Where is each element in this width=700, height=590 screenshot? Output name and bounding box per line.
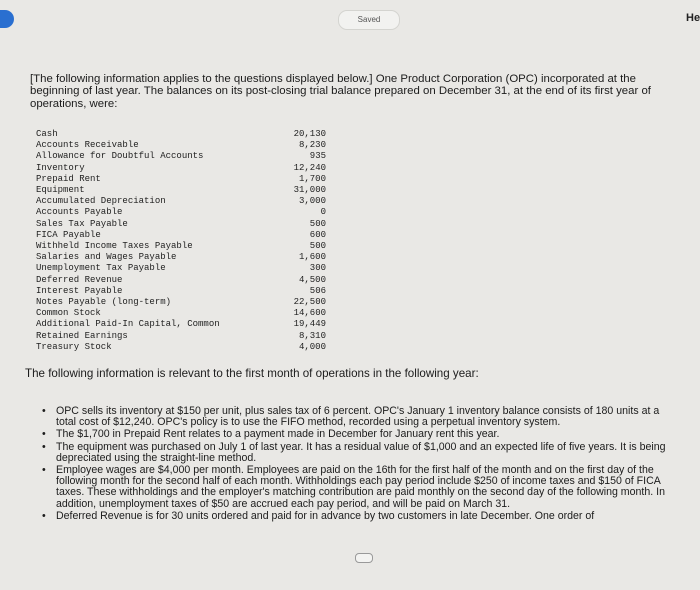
bullet-icon: • — [42, 428, 46, 441]
account-amount: 1,700 — [298, 173, 326, 184]
info-item-text: OPC sells its inventory at $150 per unit, plus sales tax of 6 percent. OPC's January 1 inventory balance consists of 180 units at a total cost of $12,240. OPC's policy is to use the FIFO method, recorded using a perpetual inventory system. — [56, 405, 660, 429]
account-name: Retained Earnings — [36, 330, 128, 341]
top-bar — [0, 0, 700, 40]
balance-row — [36, 342, 326, 353]
account-name: Interest Payable — [36, 285, 123, 296]
back-arrow-icon[interactable] — [0, 10, 14, 28]
info-heading: The following information is relevant to the first month of operations in the following year: — [25, 367, 479, 380]
info-item-text: Deferred Revenue is for 30 units ordered and paid for in advance by two customers in late December. One order of — [56, 509, 595, 522]
account-amount: 4,500 — [298, 274, 326, 285]
scroll-fade — [0, 556, 700, 590]
info-item — [41, 406, 669, 428]
balance-row — [36, 196, 326, 207]
bullet-icon: • — [42, 509, 46, 522]
help-link[interactable]: He — [686, 12, 700, 24]
account-amount: 12,240 — [293, 162, 326, 173]
balance-row — [36, 140, 326, 151]
account-amount: 8,310 — [298, 330, 326, 341]
info-item-text: The $1,700 in Prepaid Rent relates to a payment made in December for January rent this year. — [56, 428, 500, 441]
balance-row — [36, 275, 326, 286]
info-item-text: The equipment was purchased on July 1 of last year. It has a residual value of $1,000 and an expected life of five years. It is being depreciated using the straight-line method. — [56, 440, 666, 464]
account-name: Treasury Stock — [36, 341, 112, 352]
account-name: Withheld Income Taxes Payable — [36, 241, 193, 252]
info-list — [41, 406, 669, 523]
intro-paragraph: [The following information applies to the questions displayed below.] One Product Corporation (OPC) incorporated at the beginning of last year. The balances on its post-closing trial balance prepared on December 31, at the end of its first year of operations, were: — [30, 73, 651, 110]
account-name: Equipment — [36, 185, 85, 196]
account-amount: 4,000 — [298, 341, 326, 352]
balance-row — [36, 286, 326, 297]
balance-row — [36, 263, 326, 274]
account-name: Notes Payable (long-term) — [36, 297, 172, 308]
info-item — [41, 465, 669, 510]
info-item-text: Employee wages are $4,000 per month. Employees are paid on the 16th for the first half of the month and on the first day of the following month for the second half of each month. Withholdings each pay period include $250 of income taxes and $150 of FICA taxes. These withholdings and the employer's matching contribution are paid monthly on the second day of the following month. In addition, unemployment taxes of $50 are accrued each pay period, and will be paid on March 31. — [56, 464, 665, 510]
account-amount: 8,230 — [298, 140, 326, 151]
balance-row — [36, 230, 326, 241]
balance-row — [36, 331, 326, 342]
account-amount: 300 — [309, 263, 326, 274]
bullet-icon: • — [42, 440, 46, 453]
account-name: Accounts Payable — [36, 207, 123, 218]
balance-row — [36, 174, 326, 185]
account-name: Allowance for Doubtful Accounts — [36, 151, 204, 162]
balance-row — [36, 319, 326, 330]
account-amount: 31,000 — [293, 185, 326, 196]
account-amount: 600 — [309, 229, 326, 240]
balance-row — [36, 163, 326, 174]
info-item — [41, 429, 669, 440]
account-name: FICA Payable — [36, 229, 101, 240]
balance-row — [36, 219, 326, 230]
account-name: Salaries and Wages Payable — [36, 252, 177, 263]
account-amount: 14,600 — [293, 308, 326, 319]
bullet-icon: • — [42, 464, 46, 477]
account-name: Cash — [36, 129, 58, 139]
account-amount: 3,000 — [298, 196, 326, 207]
balance-row — [36, 185, 326, 196]
account-name: Accumulated Depreciation — [36, 196, 166, 207]
account-name: Deferred Revenue — [36, 274, 123, 285]
account-amount: 20,130 — [293, 129, 326, 139]
balance-row — [36, 252, 326, 263]
balance-row — [36, 151, 326, 162]
trial-balance-table — [36, 129, 326, 353]
account-name: Additional Paid-In Capital, Common — [36, 319, 220, 330]
account-name: Sales Tax Payable — [36, 218, 128, 229]
balance-row — [36, 207, 326, 218]
account-name: Unemployment Tax Payable — [36, 263, 166, 274]
account-amount: 500 — [309, 241, 326, 252]
account-name: Inventory — [36, 162, 85, 173]
page-handle-icon[interactable] — [355, 553, 373, 563]
account-name: Prepaid Rent — [36, 173, 101, 184]
account-name: Accounts Receivable — [36, 140, 139, 151]
balance-row — [36, 241, 326, 252]
account-amount: 22,500 — [293, 297, 326, 308]
info-item — [41, 442, 669, 464]
saved-status: Saved — [338, 10, 400, 30]
balance-row — [36, 297, 326, 308]
bullet-icon: • — [42, 405, 46, 417]
info-item — [41, 511, 669, 522]
account-amount: 19,449 — [293, 319, 326, 330]
account-amount: 935 — [309, 151, 326, 162]
account-amount: 500 — [309, 218, 326, 229]
account-amount: 0 — [320, 207, 326, 218]
balance-row — [36, 129, 326, 140]
account-amount: 1,600 — [298, 252, 326, 263]
account-name: Common Stock — [36, 308, 101, 319]
balance-row — [36, 308, 326, 319]
account-amount: 506 — [309, 285, 326, 296]
